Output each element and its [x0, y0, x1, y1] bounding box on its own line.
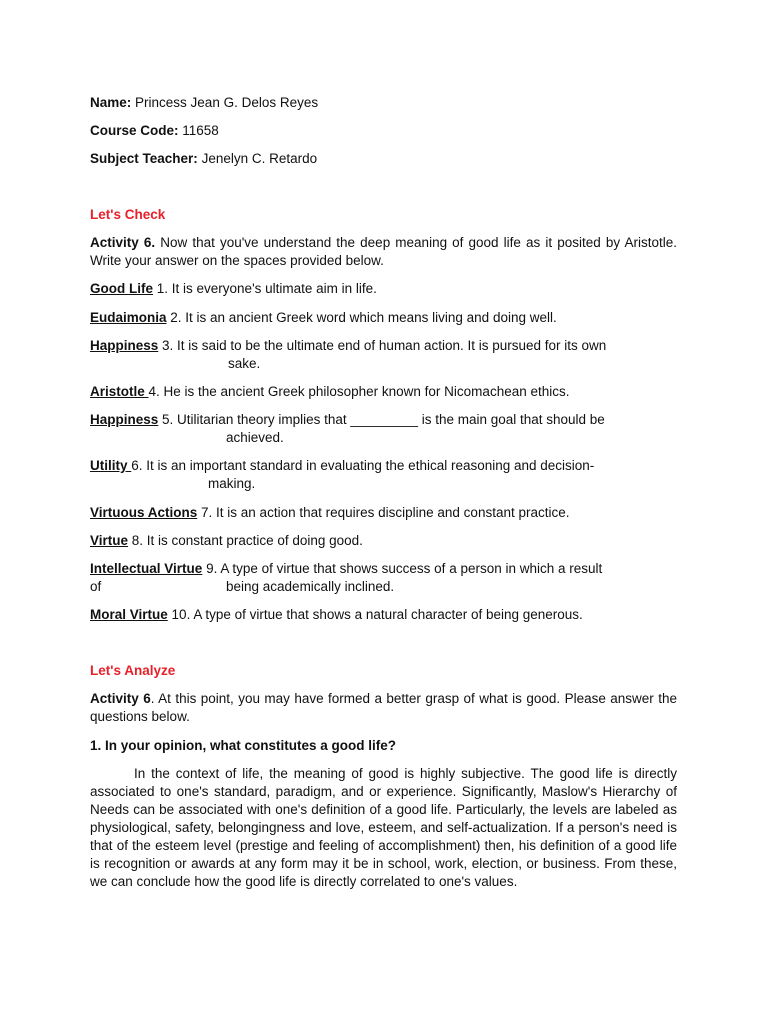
check-item-continuation: being academically inclined.: [226, 579, 395, 594]
check-item-9: [90, 560, 677, 596]
check-item-answer: Aristotle: [90, 384, 149, 399]
subject-teacher-label: Subject Teacher:: [90, 151, 198, 166]
subject-teacher-line: [90, 150, 677, 168]
course-code-value: 11658: [182, 123, 219, 138]
check-item-continuation: sake.: [228, 356, 261, 371]
course-code-line: [90, 122, 677, 140]
check-item-continuation-left: of: [90, 579, 102, 594]
check-item-8: [90, 532, 677, 550]
check-item-text: 6. It is an important standard in evaluating the ethical reasoning and decision-: [131, 458, 595, 473]
check-item-text: 4. He is the ancient Greek philosopher known for Nicomachean ethics.: [148, 384, 570, 399]
check-item-5: [90, 411, 677, 447]
check-item-continuation-row: [90, 578, 677, 596]
check-intro-text: Now that you've understand the deep meaning of good life as it posited by Aristotle. Write your answer on the spaces provided below.: [90, 235, 677, 268]
check-item-answer: Happiness: [90, 412, 159, 427]
check-item-answer: Moral Virtue: [90, 607, 168, 622]
check-item-text: 10. A type of virtue that shows a natural character of being generous.: [171, 607, 583, 622]
check-item-10: [90, 606, 677, 624]
subject-teacher-value: Jenelyn C. Retardo: [201, 151, 318, 166]
check-item-answer: Virtuous Actions: [90, 505, 198, 520]
analyze-intro-text: . At this point, you may have formed a better grasp of what is good. Please answer the questions below.: [90, 691, 677, 724]
check-item-continuation: making.: [208, 476, 256, 491]
check-item-answer: Virtue: [90, 533, 129, 548]
course-code-label: Course Code:: [90, 123, 179, 138]
analyze-question: 1. In your opinion, what constitutes a good life?: [90, 738, 397, 753]
lets-check-heading: Let's Check: [90, 207, 166, 222]
check-item-continuation: achieved.: [226, 430, 284, 445]
name-label: Name:: [90, 95, 132, 110]
check-item-answer: Good Life: [90, 281, 153, 296]
check-item-text: 3. It is said to be the ultimate end of human action. It is pursued for its own: [162, 338, 607, 353]
check-item-text: 2. It is an ancient Greek word which means living and doing well.: [170, 310, 557, 325]
check-item-text: 8. It is constant practice of doing good.: [131, 533, 363, 548]
name-line: [90, 94, 677, 112]
check-item-6: [90, 457, 677, 493]
lets-analyze-heading: Let's Analyze: [90, 663, 176, 678]
check-intro-label: Activity 6.: [90, 235, 156, 250]
check-item-answer: Intellectual Virtue: [90, 561, 203, 576]
check-item-1: [90, 280, 677, 298]
analyze-answer-paragraph: In the context of life, the meaning of good is highly subjective. The good life is directly associated to one's standard, paradigm, and or experience. Significantly, Maslow's Hierarchy of Needs can be associated with one's definition of a good life. Particularly, the levels are labeled as physiological, safety, belongingness and love, esteem, and self-actualization. If a person's need is that of the esteem level (prestige and feeling of accomplishment) then, his definition of a good life is recognition or awards at any form may it be in school, work, election, or business. From these, we can conclude how the good life is directly correlated to one's values.: [90, 766, 677, 889]
check-item-7: [90, 504, 677, 522]
analyze-intro-label: Activity 6: [90, 691, 151, 706]
check-item-text: 5. Utilitarian theory implies that _________ is the main goal that should be: [162, 412, 605, 427]
check-item-answer: Utility: [90, 458, 132, 473]
check-item-3: [90, 337, 677, 373]
check-item-text: 7. It is an action that requires discipline and constant practice.: [201, 505, 570, 520]
name-value: Princess Jean G. Delos Reyes: [135, 95, 319, 110]
check-item-4: [90, 383, 677, 401]
analyze-intro: [90, 690, 677, 726]
check-item-answer: Happiness: [90, 338, 159, 353]
check-item-text: 9. A type of virtue that shows success of a person in which a result: [206, 561, 603, 576]
check-intro: [90, 234, 677, 270]
check-item-2: [90, 309, 677, 327]
check-item-answer: Eudaimonia: [90, 310, 167, 325]
check-item-text: 1. It is everyone's ultimate aim in life.: [156, 281, 377, 296]
